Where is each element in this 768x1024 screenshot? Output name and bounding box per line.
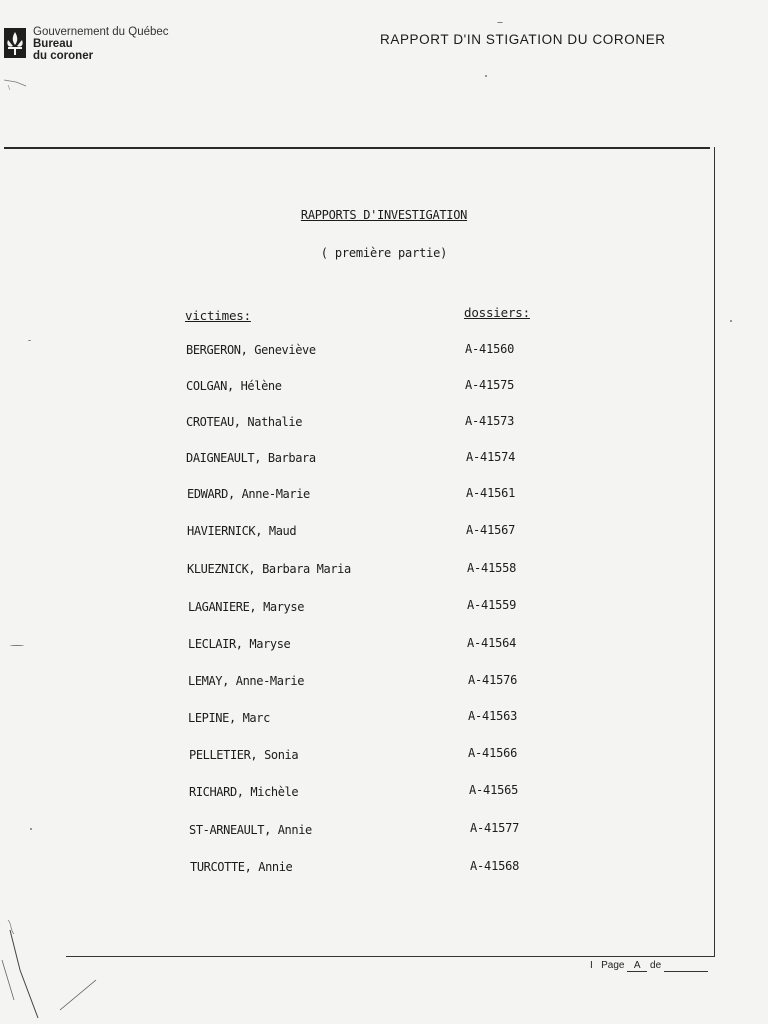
victim-name: TURCOTTE, Annie [190,860,293,874]
file-number: A-41565 [469,783,519,797]
frame-bottom-rule [66,956,714,957]
victim-name: COLGAN, Hélène [186,379,282,393]
file-number: A-41577 [470,821,520,835]
victim-name: LEMAY, Anne-Marie [188,674,305,688]
victim-name: CROTEAU, Nathalie [186,415,303,429]
file-number: A-41560 [465,342,515,356]
victim-name: LEPINE, Marc [188,711,270,725]
page-footer [590,960,708,972]
frame-right-rule [714,147,715,957]
organization-block [33,26,169,62]
scan-speck [28,340,31,341]
org-coroner: du coroner [33,50,94,62]
scan-mark-scribble [0,900,110,1024]
file-number: A-41576 [468,673,518,687]
file-number: A-41561 [466,486,516,500]
footer-prefix: I [590,960,593,971]
frame-top-rule [4,147,710,149]
victims-column-header: victimes: [185,308,251,323]
report-header-title: RAPPORT D'IN STIGATION DU CORONER [380,32,666,47]
scan-speck [485,75,487,77]
page-number: A [627,960,647,972]
org-bureau: Bureau [33,38,73,50]
file-number: A-41564 [467,636,517,650]
scan-mark-corner [2,76,32,92]
scan-speck [30,828,32,830]
scan-speck [730,320,732,322]
victim-name: LAGANIERE, Maryse [188,600,305,614]
page-label: Page [601,960,625,971]
file-number: A-41575 [465,378,515,392]
org-government: Gouvernement du Québec [33,26,169,38]
file-number: A-41558 [467,561,517,575]
file-number: A-41559 [467,598,517,612]
file-number: A-41563 [468,709,518,723]
document-title: RAPPORTS D'INVESTIGATION [300,208,468,222]
victim-name: LECLAIR, Maryse [188,637,291,651]
victim-name: BERGERON, Geneviève [186,343,316,357]
victim-name: KLUEZNICK, Barbara Maria [187,562,351,576]
file-number: A-41574 [466,450,516,464]
victim-name: EDWARD, Anne-Marie [187,487,310,501]
victim-name: DAIGNEAULT, Barbara [186,451,316,465]
document-subtitle: ( première partie) [320,246,448,260]
scan-speck [497,22,503,23]
files-column-header: dossiers: [464,305,530,320]
page-total-blank [664,961,708,972]
scan-speck [10,645,24,646]
victim-name: PELLETIER, Sonia [189,748,299,762]
of-label: de [650,960,662,971]
victim-name: RICHARD, Michèle [189,785,299,799]
file-number: A-41568 [470,859,520,873]
fleur-de-lis-icon [4,28,26,58]
file-number: A-41567 [466,523,516,537]
victim-name: ST-ARNEAULT, Annie [189,823,312,837]
victim-name: HAVIERNICK, Maud [187,524,297,538]
file-number: A-41573 [465,414,515,428]
file-number: A-41566 [468,746,518,760]
